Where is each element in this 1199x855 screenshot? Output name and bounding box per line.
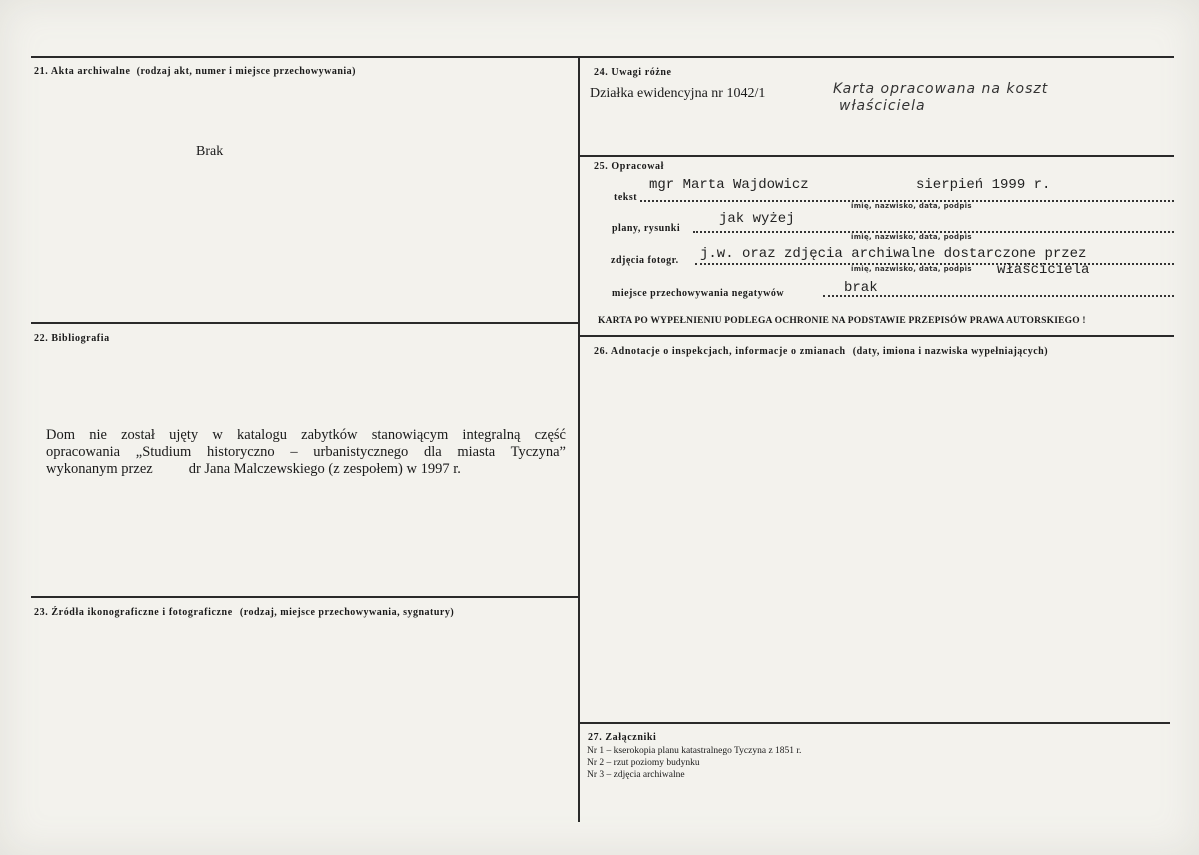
- section-21-subtitle: (rodzaj akt, numer i miejsce przechowywania): [136, 66, 356, 77]
- field-caption-zdjecia: imię, nazwisko, data, podpis: [851, 265, 972, 273]
- section-24-value: Działka ewidencyjna nr 1042/1: [590, 86, 766, 101]
- section-27-label: 27. Załączniki: [588, 732, 657, 743]
- attachment-item: Nr 3 – zdjęcia archiwalne: [587, 770, 685, 780]
- section-21-value: Brak: [196, 144, 224, 159]
- section-23-label: [34, 607, 454, 618]
- rule-21-22: [31, 322, 579, 324]
- field-value-tekst-date: sierpień 1999 r.: [916, 177, 1051, 193]
- section-21-label: [34, 66, 356, 77]
- section-26-label: [594, 346, 1048, 357]
- section-24-label: 24. Uwagi różne: [594, 67, 672, 78]
- field-label-negatywy: miejsce przechowywania negatywów: [612, 288, 785, 299]
- field-value-negatywy: brak: [844, 280, 878, 296]
- section-23-subtitle: (rodzaj, miejsce przechowywania, sygnatury): [239, 607, 455, 618]
- section-26-subtitle: (daty, imiona i nazwiska wypełniających): [852, 346, 1049, 357]
- bibliography-line-2: opracowania „Studium historyczno – urbanistycznego dla miasta Tyczyna”: [46, 444, 566, 460]
- bibliography-line-1: Dom nie został ujęty w katalogu zabytków stanowiącym integralną część: [46, 427, 566, 443]
- copyright-notice: KARTA PO WYPEŁNIENIU PODLEGA OCHRONIE NA PODSTAWIE PRZEPISÓW PRAWA AUTORSKIEGO !: [598, 316, 1086, 326]
- bibliography-line-3a: wykonanym przez: [46, 461, 153, 477]
- section-26-title: 26. Adnotacje o inspekcjach, informacje o zmianach: [594, 346, 846, 357]
- handwritten-note-line-1: Karta opracowana na koszt: [833, 81, 1049, 97]
- field-value-zdjecia-cont: właściciela: [997, 262, 1090, 278]
- field-label-tekst: tekst: [614, 192, 638, 203]
- bibliography-paragraph: [46, 427, 566, 478]
- attachments-list: [587, 745, 801, 781]
- section-23-title: 23. Źródła ikonograficzne i fotograficzne: [34, 607, 233, 618]
- field-value-plany: jak wyżej: [719, 211, 795, 227]
- top-rule: [31, 56, 1174, 58]
- field-value-zdjecia: j.w. oraz zdjęcia archiwalne dostarczone przez: [700, 246, 1087, 262]
- bibliography-line-3: [46, 461, 566, 478]
- field-label-zdjecia: zdjęcia fotogr.: [611, 255, 679, 266]
- section-22-label: 22. Bibliografia: [34, 333, 110, 344]
- field-caption-tekst: imię, nazwisko, data, podpis: [851, 202, 972, 210]
- rule-22-23: [31, 596, 579, 598]
- attachment-item: Nr 2 – rzut poziomy budynku: [587, 758, 700, 768]
- bibliography-line-3b: dr Jana Malczewskiego (z zespołem) w 1997 r.: [188, 461, 461, 477]
- handwritten-note: [833, 81, 1048, 115]
- rule-25-26: [580, 335, 1174, 337]
- field-value-tekst: mgr Marta Wajdowicz: [649, 177, 809, 193]
- center-divider: [578, 56, 580, 822]
- section-21-title: 21. Akta archiwalne: [34, 66, 131, 77]
- attachment-item: Nr 1 – kserokopia planu katastralnego Tyczyna z 1851 r.: [587, 746, 802, 756]
- handwritten-note-line-2: właściciela: [839, 98, 926, 114]
- rule-24-25: [580, 155, 1174, 157]
- section-25-label: 25. Opracował: [594, 161, 665, 172]
- field-caption-plany: imię, nazwisko, data, podpis: [851, 233, 972, 241]
- rule-26-27: [580, 722, 1170, 724]
- field-label-plany: plany, rysunki: [612, 223, 681, 234]
